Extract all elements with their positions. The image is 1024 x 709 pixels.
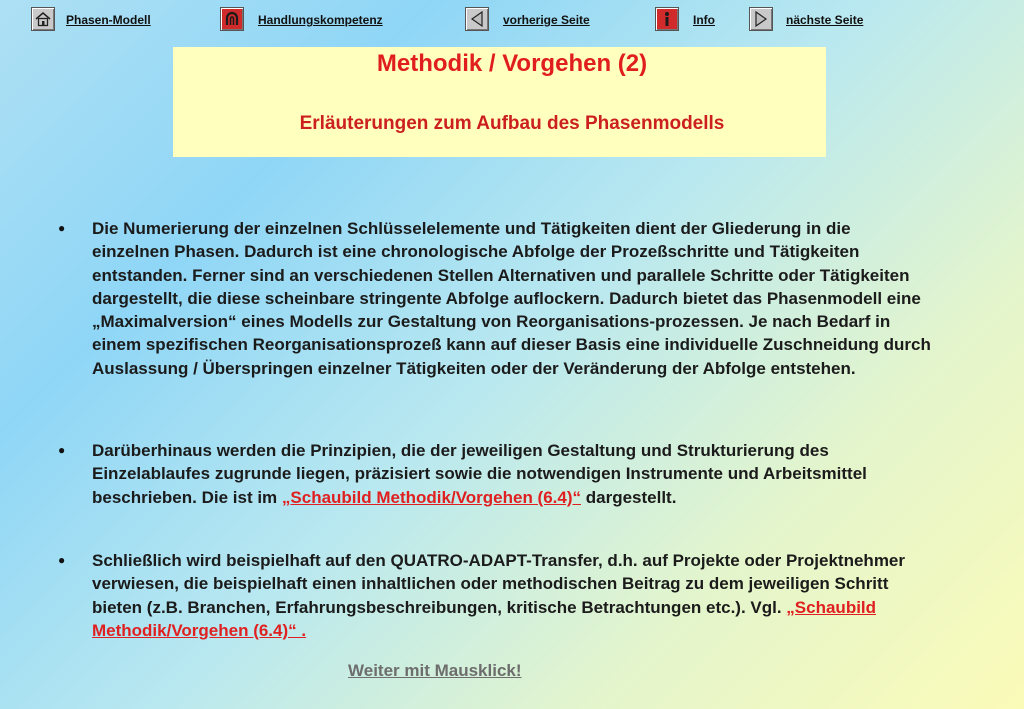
info-icon xyxy=(658,10,676,28)
home-icon xyxy=(34,10,52,28)
previous-page-button[interactable] xyxy=(465,7,489,31)
nav-link-handlungskompetenz[interactable]: Handlungskompetenz xyxy=(258,13,383,27)
bullet-paragraph-3 xyxy=(92,549,932,642)
page-title: Methodik / Vorgehen (2) xyxy=(376,50,648,77)
bullet-marker: ● xyxy=(58,443,66,457)
bullet-paragraph-2 xyxy=(92,439,932,509)
page-subtitle: Erläuterungen zum Aufbau des Phasenmodells xyxy=(299,113,725,134)
nav-bar xyxy=(0,0,1024,40)
arrow-right-icon xyxy=(752,10,770,28)
schaubild-link[interactable]: „Schaubild Methodik/Vorgehen (6.4)“ . xyxy=(92,597,877,640)
nav-link-previous-page[interactable]: vorherige Seite xyxy=(503,13,590,27)
paragraph-text: dargestellt. xyxy=(581,487,677,507)
handlungskompetenz-button[interactable] xyxy=(220,7,244,31)
continue-link[interactable]: Weiter mit Mausklick! xyxy=(348,661,522,680)
nav-link-info[interactable]: Info xyxy=(693,13,715,27)
bullet-marker: ● xyxy=(58,553,66,567)
nav-link-next-page[interactable]: nächste Seite xyxy=(786,13,864,27)
next-page-button[interactable] xyxy=(749,7,773,31)
paragraph-text: Darüberhinaus werden die Prinzipien, die der jeweiligen Gestaltung und Strukturierung des Einzelablaufes zugrunde liegen, präzisiert sowie die notwendigen Instrumente und Arbeitsmittel beschrieben. Die ist im xyxy=(92,441,867,507)
bullet-paragraph-1: Die Numerierung der einzelnen Schlüsselelemente und Tätigkeiten dient der Gliederung in die einzelnen Phasen. Dadurch ist eine chronologische Abfolge der Prozeßschritte und Tätigkeiten entstanden. Ferner sind an verschiedenen Stellen Alternativen und parallele Schritte oder Tätigkeiten dargestellt, die diese scheinbare stringente Abfolge auflockern. Dadurch bietet das Phasenmodell eine „Maximalversion“ eines Modells zur Gestaltung von Reorganisations-prozessen. Je nach Bedarf in einem spezifischen Reorganisationsprozeß kann auf dieser Basis eine individuelle Zuschneidung durch Auslassung / Überspringen einzelner Tätigkeiten oder der Veränderung der Abfolge entstehen. xyxy=(92,219,931,378)
bullet-marker: ● xyxy=(58,221,66,235)
magnet-icon xyxy=(223,10,241,28)
arrow-left-icon xyxy=(468,10,486,28)
home-button[interactable] xyxy=(31,7,55,31)
paragraph-text: Schließlich wird beispielhaft auf den QUATRO-ADAPT-Transfer, d.h. auf Projekte oder Projektnehmer verwiesen, die beispielhaft einen inhaltlichen oder methodischen Beitrag zu dem jeweiligen Schritt bieten (z.B. Branchen, Erfahrungsbeschreibungen, kritische Betrachtungen etc.). Vgl. xyxy=(92,551,906,617)
nav-link-phasen-modell[interactable]: Phasen-Modell xyxy=(66,13,151,27)
schaubild-link[interactable]: „Schaubild Methodik/Vorgehen (6.4)“ xyxy=(281,487,582,507)
info-button[interactable] xyxy=(655,7,679,31)
